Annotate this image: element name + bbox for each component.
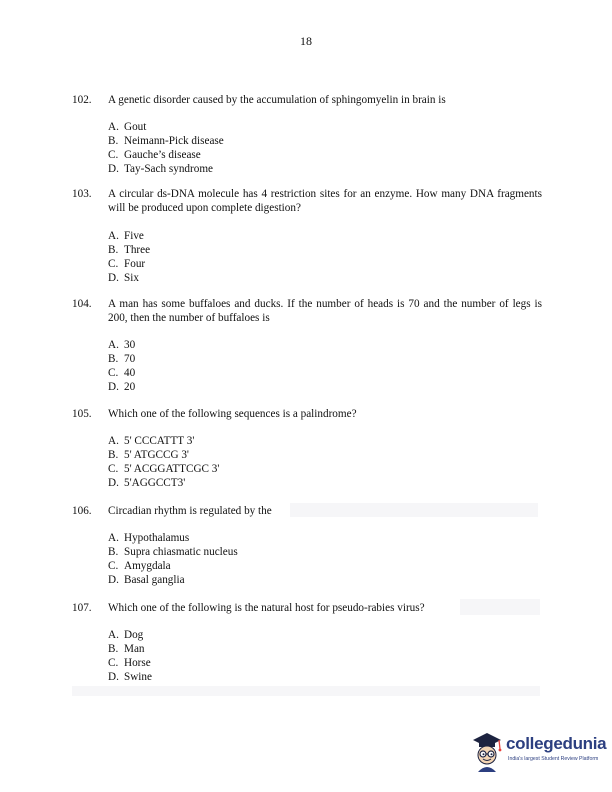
question-number: 104. <box>72 298 92 310</box>
option-item <box>108 366 408 380</box>
brand-name: collegedunia <box>506 734 607 753</box>
question-text: A man has some buffaloes and ducks. If the number of heads is 70 and the number of legs is 200, then the number of buffaloes is <box>108 298 542 324</box>
option-letter: A. <box>108 339 119 351</box>
option-letter: D. <box>108 477 119 489</box>
option-list <box>108 628 408 684</box>
option-text: Supra chiasmatic nucleus <box>124 546 238 558</box>
option-text: Tay-Sach syndrome <box>124 163 214 175</box>
option-letter: A. <box>108 532 119 544</box>
option-letter: D. <box>108 574 119 586</box>
option-item <box>108 642 408 656</box>
option-text: 5' ATGCCG 3' <box>124 449 189 461</box>
question-stem <box>72 297 542 325</box>
option-letter: B. <box>108 546 119 558</box>
option-letter: B. <box>108 643 119 655</box>
option-item <box>108 628 408 642</box>
option-text: 5' ACGGATTCGC 3' <box>124 463 220 475</box>
option-item <box>108 380 408 394</box>
option-letter: C. <box>108 657 119 669</box>
option-item <box>108 531 408 545</box>
option-text: 5'AGGCCT3' <box>124 477 186 489</box>
question-text: Circadian rhythm is regulated by the <box>108 505 272 517</box>
option-item <box>108 462 408 476</box>
option-text: Gout <box>124 121 147 133</box>
option-text: 20 <box>124 381 136 393</box>
option-text: Horse <box>124 657 151 669</box>
brand-tagline: India's largest Student Review Platform <box>508 756 599 762</box>
option-item <box>108 448 408 462</box>
option-letter: C. <box>108 258 119 270</box>
option-text: Amygdala <box>124 560 171 572</box>
option-item <box>108 257 408 271</box>
option-text: Neimann-Pick disease <box>124 135 224 147</box>
option-letter: A. <box>108 121 119 133</box>
option-list <box>108 434 408 490</box>
option-letter: B. <box>108 449 119 461</box>
option-text: 70 <box>124 353 136 365</box>
question-number: 107. <box>72 602 92 614</box>
option-item <box>108 271 408 285</box>
question-stem <box>72 601 542 615</box>
option-item <box>108 162 408 176</box>
option-text: 30 <box>124 339 136 351</box>
option-text: Basal ganglia <box>124 574 185 586</box>
option-item <box>108 559 408 573</box>
option-letter: D. <box>108 272 119 284</box>
question-stem <box>72 504 542 518</box>
option-text: Swine <box>124 671 152 683</box>
question-stem <box>72 187 542 215</box>
option-text: Dog <box>124 629 144 641</box>
option-item <box>108 670 408 684</box>
question-text: Which one of the following sequences is a palindrome? <box>108 408 357 420</box>
question-text: A circular ds-DNA molecule has 4 restriction sites for an enzyme. How many DNA fragments will be produced upon complete digestion? <box>108 188 542 214</box>
option-item <box>108 545 408 559</box>
option-item <box>108 573 408 587</box>
question-text: A genetic disorder caused by the accumulation of sphingomyelin in brain is <box>108 94 446 106</box>
option-text: Hypothalamus <box>124 532 190 544</box>
option-text: 5' CCCATTT 3' <box>124 435 195 447</box>
option-item <box>108 656 408 670</box>
option-letter: C. <box>108 149 119 161</box>
question-stem <box>72 93 542 107</box>
question-number: 106. <box>72 505 92 517</box>
option-letter: C. <box>108 463 119 475</box>
option-letter: D. <box>108 381 119 393</box>
question-text: Which one of the following is the natural host for pseudo-rabies virus? <box>108 602 425 614</box>
option-letter: A. <box>108 435 119 447</box>
option-text: Gauche’s disease <box>124 149 201 161</box>
shade-band <box>72 686 540 696</box>
collegedunia-logo[interactable] <box>470 728 606 776</box>
option-letter: B. <box>108 244 119 256</box>
option-letter: B. <box>108 353 119 365</box>
option-list <box>108 531 408 587</box>
option-item <box>108 434 408 448</box>
option-item <box>108 148 408 162</box>
option-letter: C. <box>108 367 119 379</box>
option-text: Five <box>124 230 144 242</box>
question-number: 102. <box>72 94 92 106</box>
option-letter: A. <box>108 629 119 641</box>
option-item <box>108 120 408 134</box>
option-list <box>108 120 408 176</box>
page-number: 18 <box>300 34 312 48</box>
option-item <box>108 352 408 366</box>
option-text: Six <box>124 272 139 284</box>
option-text: Three <box>124 244 151 256</box>
question-number: 105. <box>72 408 92 420</box>
question-number: 103. <box>72 188 92 200</box>
question-stem <box>72 407 542 421</box>
option-text: 40 <box>124 367 136 379</box>
option-item <box>108 243 408 257</box>
option-letter: D. <box>108 671 119 683</box>
option-item <box>108 476 408 490</box>
option-item <box>108 229 408 243</box>
option-list <box>108 338 408 394</box>
option-list <box>108 229 408 285</box>
option-item <box>108 134 408 148</box>
option-text: Man <box>124 643 145 655</box>
option-letter: C. <box>108 560 119 572</box>
option-item <box>108 338 408 352</box>
option-letter: B. <box>108 135 119 147</box>
mascot-icon <box>470 730 504 774</box>
option-letter: A. <box>108 230 119 242</box>
option-text: Four <box>124 258 146 270</box>
option-letter: D. <box>108 163 119 175</box>
